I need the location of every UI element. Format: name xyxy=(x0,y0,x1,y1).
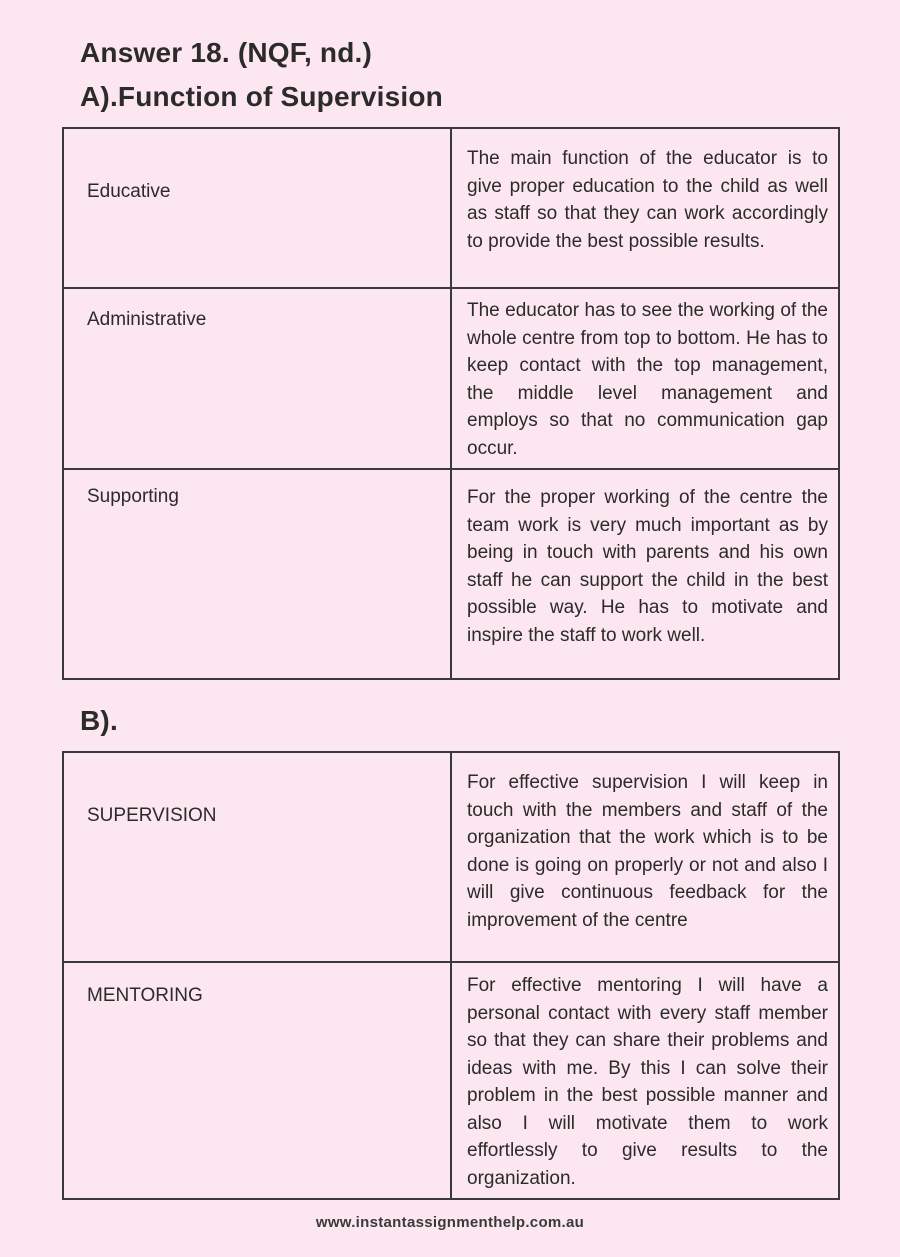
row-label-cell xyxy=(63,288,451,469)
row-description-cell xyxy=(451,469,839,679)
row-label: Administrative xyxy=(87,309,207,330)
row-description-cell xyxy=(451,128,839,288)
row-label-cell xyxy=(63,469,451,679)
footer-url: www.instantassignmenthelp.com.au xyxy=(315,1214,585,1231)
row-description-cell xyxy=(451,752,839,962)
row-label-cell xyxy=(63,128,451,288)
row-description: For the proper working of the centre the team work is very much important as by being in touch with parents and his own staff he can support the child in the best possible way. He has to motivate and inspire the staff to work well. xyxy=(467,487,828,646)
row-label: Supporting xyxy=(87,486,179,507)
table-row xyxy=(63,128,839,288)
row-label-cell xyxy=(63,962,451,1199)
table-row xyxy=(63,962,839,1199)
row-description: The main function of the educator is to give proper education to the child as well as staff so that they can work accordingly to provide the best possible results. xyxy=(467,148,828,252)
row-description: The educator has to see the working of the whole centre from top to bottom. He has to keep contact with the top management, the middle level management and employs so that no communication gap occur. xyxy=(467,300,828,459)
section-b-heading: B). xyxy=(80,705,118,736)
row-description-cell xyxy=(451,288,839,469)
supervision-mentoring-table xyxy=(62,751,840,1200)
row-label: Educative xyxy=(87,181,171,202)
table-row xyxy=(63,469,839,679)
row-label-cell xyxy=(63,752,451,962)
row-label: SUPERVISION xyxy=(87,805,217,826)
answer-heading: Answer 18. (NQF, nd.) xyxy=(80,37,373,68)
table-row xyxy=(63,752,839,962)
supervision-functions-table xyxy=(62,127,840,680)
row-description: For effective supervision I will keep in touch with the members and staff of the organization that the work which is to be done is going on properly or not and also I will give continuous feedback for the improvement of the centre xyxy=(467,772,828,931)
table-row xyxy=(63,288,839,469)
row-label: MENTORING xyxy=(87,985,203,1006)
section-a-heading: A).Function of Supervision xyxy=(80,81,443,112)
row-description: For effective mentoring I will have a personal contact with every staff member so that they can share their problems and ideas with me. By this I can solve their problem in the best possible manner and also I will motivate them to work effortlessly to give results to the organization. xyxy=(467,975,828,1189)
row-description-cell xyxy=(451,962,839,1199)
